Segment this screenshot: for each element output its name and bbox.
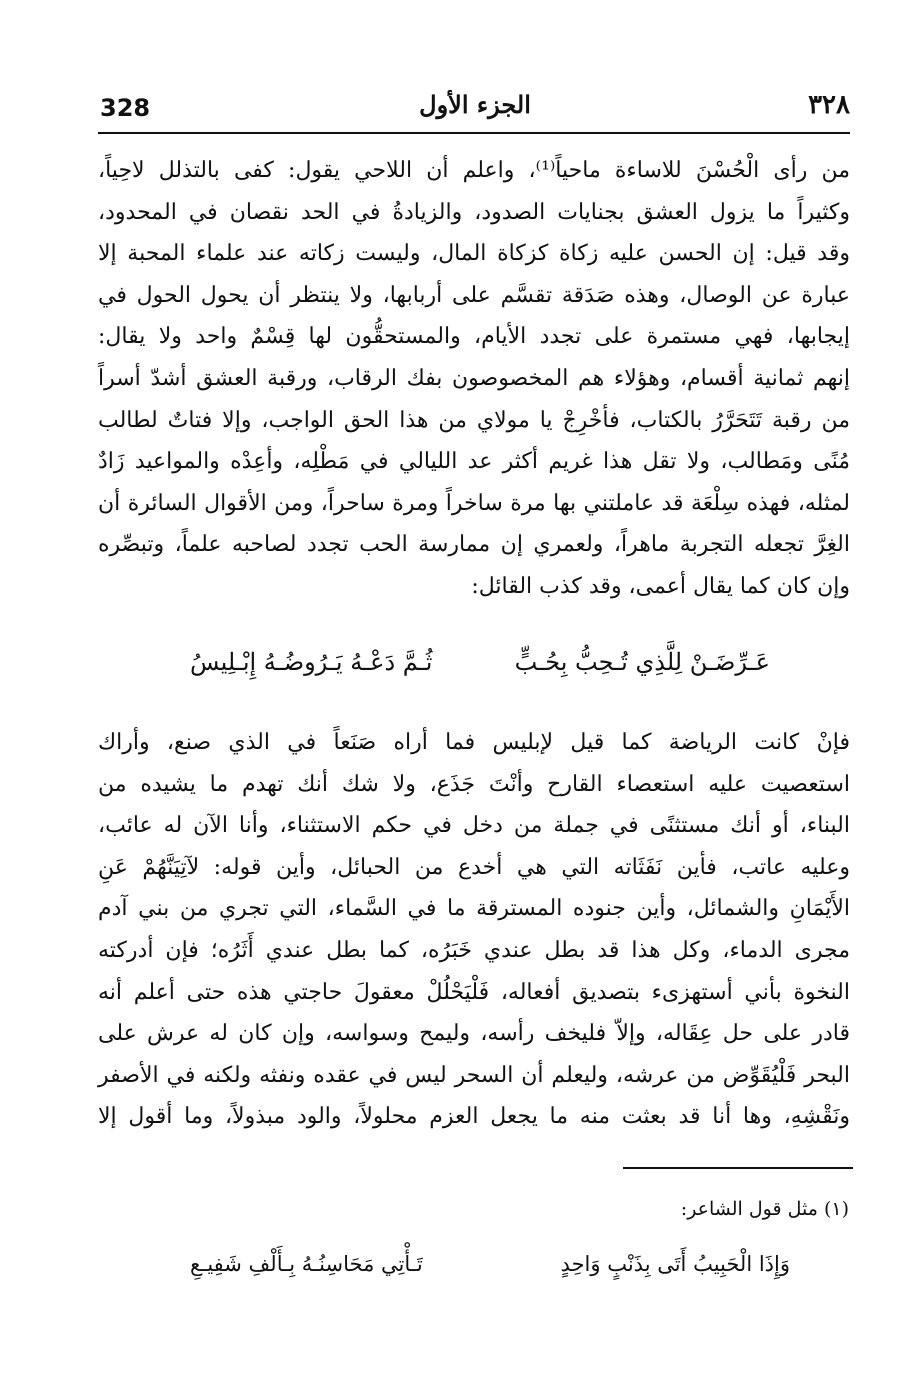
text-line: من رأى الْحُسْنَ للاساءة ماحياً⁽¹⁾، واعلم أن اللاحي يقول: كفى بالتذلل لاحِياً، <box>98 158 851 183</box>
paragraph-2 <box>98 722 850 1138</box>
footnote-verse-first-hemistich: وَإِذَا الْحَبِيبُ أَتَى بِذَنْبٍ وَاحِدٍ <box>560 1252 790 1276</box>
text-line: مُنًى ومَطالب، ولا تقل هذا غريم أكثر عد الليالي في مَطْلِه، وأعِدْه والمواعيد زَادٌ <box>98 449 850 475</box>
text-line: استعصيت عليه استعصاء القارح وأنْتَ جَذَع، ولا شك أنك تهدم ما يشيده من <box>98 771 850 797</box>
footnote-verse <box>190 1252 790 1292</box>
footnote-rule <box>623 1167 853 1169</box>
text-line: ونَقْشِهِ، وها أنا قد بعثت منه ما يجعل العزم محلولاً، والود مبذولاً، وما أقول إلا <box>98 1104 850 1130</box>
text-line: وإن كان كما يقال أعمى، وقد كذب القائل: <box>471 573 850 599</box>
text-line: البناء، أو أنك مستثنًى في جملة من دخل في حكم الاستثناء، وأنا الآن له عائب، <box>98 813 850 839</box>
footnote: (١) مثل قول الشاعر: <box>680 1198 849 1220</box>
verse <box>150 648 770 698</box>
text-line: البحر فَلْيُقَوِّض من عرشه، وليعلم أن السحر ليس في عقده ونفثه ولكنه في الأصفر <box>98 1062 850 1088</box>
text-line: لمثله، فهذه سِلْعَة قد عاملتني بها مرة ساخراً ومرة ساحراً، ومن الأقوال السائرة أن <box>98 490 850 516</box>
page-header <box>100 88 850 128</box>
text-line: وقد قيل: إن الحسن عليه زكاة كزكاة المال، وليست زكاته عند علماء المحبة إلا <box>98 241 850 267</box>
text-line: الغِرَّ تجعله التجربة ماهراً، ولعمري إن ممارسة الحب تجدد لصاحبه علماً، وتبصِّره <box>98 532 850 558</box>
page-number-arabic: ٣٢٨ <box>808 90 850 120</box>
text-line: من رقبة تَتَحَرَّرُ بالكتاب، فأخْرِجْ يا مولاي من هذا الحق الواجب، وإلا فتاتٌ لطالب <box>98 407 850 433</box>
verse-second-hemistich: ثُـمَّ دَعْـهُ يَـرُوضُـهُ إِبْـلِيسُ <box>190 648 433 676</box>
running-title: الجزء الأول <box>419 90 531 119</box>
text-line: وكثيراً ما يزول العشق بجنايات الصدود، والزيادةُ في الحد نقصان في المحدود، <box>98 199 850 225</box>
verse-first-hemistich: عَـرِّضَـنْ لِلَّذِي تُـحِبُّ بِحُـبٍّ <box>514 648 770 676</box>
footnote-verse-second-hemistich: تَـأْتِي مَحَاسِنُـهُ بِـأَلْفِ شَفِيـعِ <box>190 1252 423 1276</box>
text-line: قادر على حل عِقَاله، وإلاّ فليخف رأسه، وليمح وسواسه، وإن كان له عرش على <box>98 1021 850 1047</box>
text-line: فإنْ كانت الرياضة كما قيل لإبليس فما أراه صَنَعاً في الذي صنع، وأراك <box>98 730 850 755</box>
text-line: عبارة عن الوصال، وهذه صَدَقة تقسَّم على أربابها، ولا ينتظر أن يحول الحول في <box>98 282 850 308</box>
text-line: الأَيْمَانِ والشمائل، وأين جنوده المسترقة ما في السَّماء، التي تجري من بني آدم <box>98 896 850 922</box>
text-line: وعليه عاتب، فأين نَفَثَاته التي هي أخدع من الحبائل، وأين قوله: لآتِيَنَّهُمْ عَنِ <box>98 854 850 880</box>
text-line: إيجابها، فهي مستمرة على تجدد الأيام، والمستحقُّون لها قِسْمٌ واحد ولا يقال: <box>98 324 850 350</box>
paragraph-1 <box>98 150 850 608</box>
header-rule <box>98 132 850 134</box>
text-line: مجرى الدماء، وكل هذا قد بطل عندي خَبَرُه، كما بطل عندي أَثَرُه؛ فإن أدركته <box>98 937 850 963</box>
text-line: النخوة بأني أستهزىء بتصديق أفعاله، فَلْيَحْلُلْ معقولَ حاجتي هذه حتى أعلم أنه <box>98 979 850 1005</box>
page-number-latin: 328 <box>100 94 151 122</box>
text-line: إنهم ثمانية أقسام، وهؤلاء هم المخصوصون بفك الرقاب، ورقبة العشق أشدّ أسراً <box>98 365 850 391</box>
